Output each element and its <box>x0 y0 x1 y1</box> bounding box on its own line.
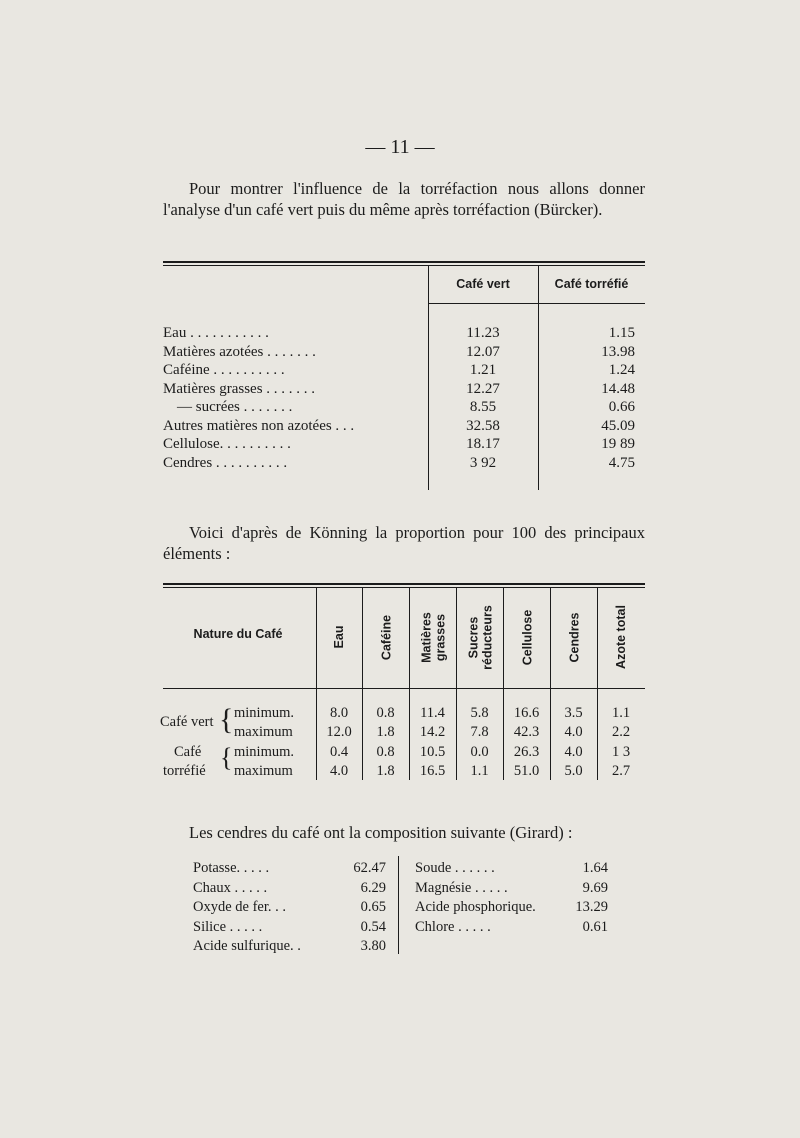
ash-right-label: Soude . . . . . . <box>415 860 495 876</box>
row-label: Matières grasses . . . . . . . <box>163 380 316 397</box>
cafe-vert-value: 18.17 <box>466 436 500 452</box>
table-row <box>163 455 645 473</box>
row-label: maximum <box>234 763 293 779</box>
table-cell: 2.2 <box>611 724 631 740</box>
table-cell: 0.8 <box>376 705 395 721</box>
row-label: minimum. <box>234 705 295 721</box>
table1-header-cafe-torrefie: Café torréfié <box>554 277 629 291</box>
group-name-cafe-torrefie-line2: torréfié <box>163 763 206 779</box>
column-header-label: Caféine <box>378 614 393 660</box>
cafe-torrefie-value: 45.09 <box>601 417 635 434</box>
column-header <box>364 589 407 685</box>
cafe-torrefie-value: 1.24 <box>608 362 635 378</box>
ash-left-value: 6.29 <box>360 879 386 896</box>
ash-left-value: 0.54 <box>360 918 386 935</box>
brace-glyph: { <box>219 703 234 736</box>
column-header <box>458 589 501 685</box>
table1-top-rule <box>163 261 645 263</box>
table-cell: 1.8 <box>376 763 395 779</box>
column-header-label: Sucres réducteurs <box>465 604 494 670</box>
group-name-cafe-torrefie-line1: Café <box>174 744 202 760</box>
row-label: maximum <box>234 724 293 740</box>
brace-glyph: { <box>220 743 233 772</box>
cafe-torrefie-value: 4.75 <box>608 454 635 471</box>
table2-header-rule <box>163 688 645 689</box>
table-cell: 1.1 <box>611 705 631 721</box>
table-cell: 1 3 <box>611 744 631 760</box>
table-cell: 4.0 <box>564 744 583 760</box>
table-cell: 4.0 <box>329 763 349 779</box>
cendres-paragraph <box>163 822 645 843</box>
row-label: Autres matières non azotées . . . <box>163 417 355 434</box>
ash-left-label: Potasse. . . . . <box>193 860 270 876</box>
table-cell: 16.5 <box>419 763 446 779</box>
row-label: minimum. <box>234 744 295 760</box>
ash-left-value: 62.47 <box>353 860 386 876</box>
table-row <box>163 418 645 436</box>
table3-divider <box>398 856 399 954</box>
column-header <box>599 589 643 685</box>
column-header-label: Matières grasses <box>418 611 447 663</box>
ash-left-label: Chaux . . . . . <box>193 879 268 896</box>
konning-text: Voici d'après de Könning la proportion pour 100 des principaux éléments : <box>163 523 645 563</box>
table-cell: 51.0 <box>513 763 540 779</box>
cafe-vert-value: 3 92 <box>469 454 497 471</box>
column-header-label: Azote total <box>614 605 628 669</box>
group-name-cafe-vert: Café vert <box>160 714 214 730</box>
table-cell: 16.6 <box>513 705 540 721</box>
table-cell: 7.8 <box>470 724 489 740</box>
konning-paragraph <box>163 522 645 564</box>
row-label: Eau . . . . . . . . . . . <box>163 325 269 341</box>
cafe-torrefie-value: 0.66 <box>608 399 635 415</box>
row-label: Cellulose. . . . . . . . . . <box>163 436 291 452</box>
table-cell: 8.0 <box>329 705 349 721</box>
row-label: Caféine . . . . . . . . . . <box>163 362 285 378</box>
table1-top-rule-thin <box>163 265 645 266</box>
cafe-torrefie-value: 13.98 <box>601 343 635 360</box>
intro-paragraph <box>163 178 645 220</box>
ash-right-label: Chlore . . . . . <box>415 918 491 935</box>
table2-top-rule <box>163 583 645 585</box>
table-cell: 0.4 <box>329 744 349 760</box>
ash-right-value: 9.69 <box>582 879 608 896</box>
page-number: — 11 — <box>365 136 435 158</box>
table-cell: 4.0 <box>564 724 583 740</box>
ash-right-value: 1.64 <box>582 860 608 876</box>
cafe-vert-value: 8.55 <box>469 399 497 415</box>
table-cell: 0.0 <box>470 744 489 760</box>
ash-right-value: 13.29 <box>575 899 608 915</box>
column-header-label: Cendres <box>566 611 581 663</box>
table-cell: 2.7 <box>611 763 631 779</box>
table-cell: 10.5 <box>419 744 446 760</box>
row-label: Matières azotées . . . . . . . <box>163 343 316 360</box>
column-header-label: Cellulose <box>519 609 534 665</box>
ash-left-value: 0.65 <box>360 899 386 915</box>
table-cell: 1.8 <box>376 724 395 740</box>
cafe-torrefie-value: 19 89 <box>601 436 635 452</box>
table-cell: 1.1 <box>470 763 489 779</box>
cafe-vert-value: 12.07 <box>466 343 500 360</box>
cafe-vert-value: 32.58 <box>466 417 500 434</box>
ash-right-value: 0.61 <box>582 918 608 935</box>
table-cell: 26.3 <box>513 744 540 760</box>
cafe-vert-value: 12.27 <box>466 380 500 397</box>
cendres-text: Les cendres du café ont la composition suivante (Girard) : <box>189 823 573 842</box>
column-header <box>411 589 454 685</box>
table1-header-rule <box>428 303 645 304</box>
cafe-torrefie-value: 1.15 <box>608 325 635 341</box>
column-header <box>552 589 595 685</box>
ash-right-label: Magnésie . . . . . <box>415 879 508 896</box>
cafe-torrefie-value: 14.48 <box>601 380 635 397</box>
column-header-label: Eau <box>332 625 346 649</box>
column-header <box>505 589 548 685</box>
row-label: — sucrées . . . . . . . <box>177 399 293 415</box>
table-cell: 12.0 <box>326 724 352 740</box>
table-cell: 11.4 <box>420 705 445 721</box>
table-cell: 5.8 <box>470 705 489 721</box>
column-header <box>318 589 360 685</box>
table-row <box>163 362 645 380</box>
table2-top-rule-thin <box>163 587 645 588</box>
table-cell: 5.0 <box>564 763 583 779</box>
ash-left-value: 3.80 <box>360 938 386 954</box>
table-cell: 3.5 <box>564 705 583 721</box>
table2-header-nature: Nature du Café <box>193 627 283 641</box>
cafe-vert-value: 1.21 <box>469 362 497 378</box>
ash-left-label: Acide sulfurique. . <box>193 938 301 954</box>
ash-right-label: Acide phosphorique. <box>415 899 536 915</box>
ash-left-label: Silice . . . . . <box>193 918 263 935</box>
table-row <box>163 325 645 343</box>
intro-text: Pour montrer l'influence de la torréfaction nous allons donner l'analyse d'un café vert puis du même après torréfaction (Bürcker). <box>163 179 645 219</box>
table-cell: 14.2 <box>419 724 446 740</box>
table1-header-cafe-vert: Café vert <box>456 277 510 291</box>
table-row <box>163 344 645 362</box>
table-cell: 42.3 <box>513 724 540 740</box>
table-row <box>163 399 645 417</box>
table-row <box>163 436 645 454</box>
ash-left-label: Oxyde de fer. . . <box>193 899 287 915</box>
table-row <box>163 381 645 399</box>
cafe-vert-value: 11.23 <box>466 325 500 341</box>
row-label: Cendres . . . . . . . . . . <box>163 454 288 471</box>
table-cell: 0.8 <box>376 744 395 760</box>
